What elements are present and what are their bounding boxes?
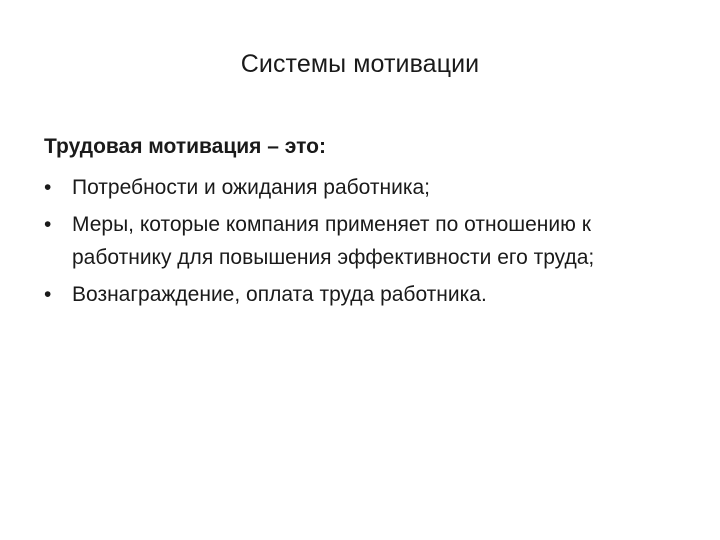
slide-title: Системы мотивации (240, 50, 480, 78)
bullet-icon: • (44, 283, 52, 306)
bullet-item (44, 278, 644, 311)
bullet-text: Меры, которые компания применяет по отношению к работнику для повышения эффективности его труда; (72, 213, 595, 269)
bullet-list (44, 171, 644, 311)
bullet-item (44, 208, 644, 274)
bullet-text: Вознаграждение, оплата труда работника. (72, 283, 487, 306)
slide-body (44, 134, 644, 315)
lead-heading: Трудовая мотивация – это: (44, 135, 326, 158)
bullet-icon: • (44, 176, 52, 199)
bullet-text: Потребности и ожидания работника; (72, 176, 431, 199)
bullet-item (44, 171, 644, 204)
bullet-icon: • (44, 213, 52, 236)
